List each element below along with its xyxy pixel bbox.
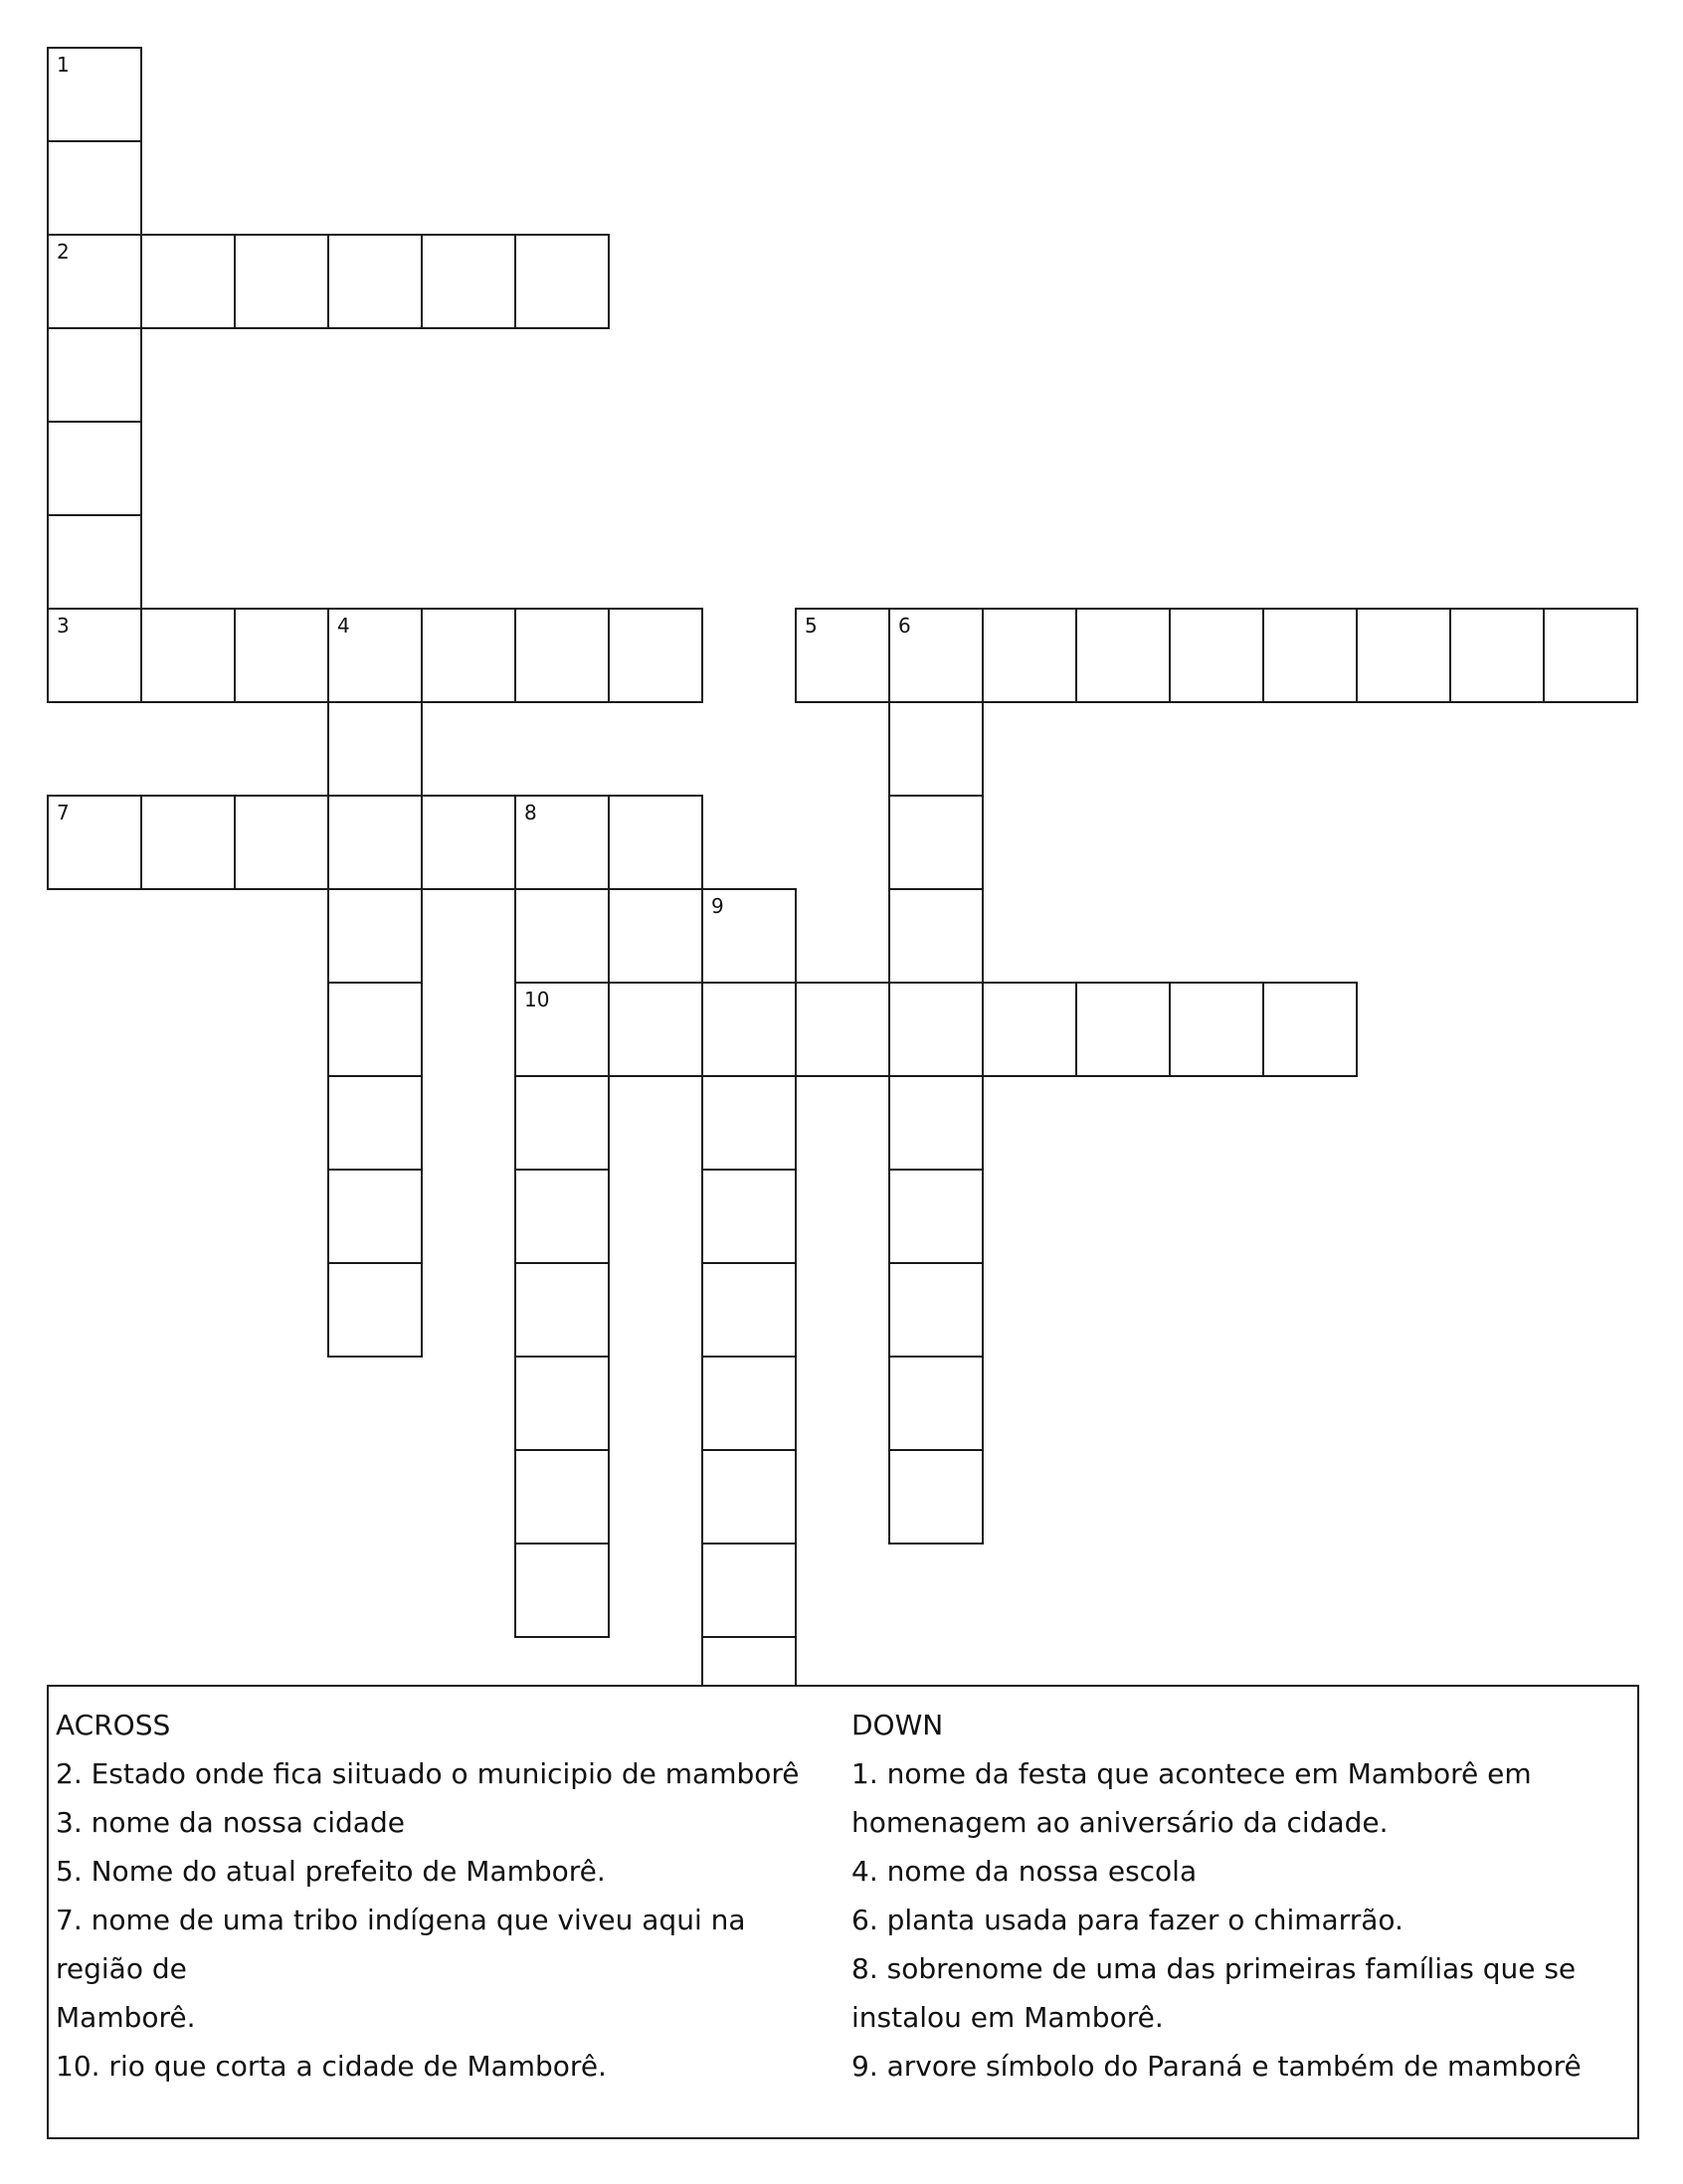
clue-number: 2: [57, 240, 70, 264]
down-clue-line: 6. planta usada para fazer o chimarrão.: [851, 1904, 1403, 1936]
crossword-cell[interactable]: [795, 982, 890, 1077]
crossword-cell[interactable]: [47, 234, 142, 329]
crossword-cell[interactable]: [888, 795, 984, 890]
across-clue-line: 3. nome da nossa cidade: [56, 1806, 405, 1839]
across-clue-line: 7. nome de uma tribo indígena que viveu aqui na região de: [56, 1904, 746, 1985]
crossword-cell[interactable]: [514, 608, 610, 703]
clue-number: 8: [524, 801, 537, 824]
down-clue-line: homenagem ao aniversário da cidade.: [851, 1806, 1389, 1839]
crossword-cell[interactable]: [795, 608, 890, 703]
crossword-cell[interactable]: [1356, 608, 1451, 703]
down-clues: [851, 1701, 1627, 2091]
crossword-cell[interactable]: [1075, 982, 1171, 1077]
across-clue-line: Mamborê.: [56, 2001, 196, 2034]
crossword-cell[interactable]: [514, 1543, 610, 1638]
crossword-cell[interactable]: [701, 1449, 797, 1545]
crossword-cell[interactable]: [47, 47, 142, 142]
across-clue-line: 10. rio que corta a cidade de Mamborê.: [56, 2050, 607, 2083]
crossword-cell[interactable]: [514, 1075, 610, 1171]
crossword-cell[interactable]: [514, 795, 610, 890]
clue-number: 4: [337, 614, 350, 637]
crossword-cell[interactable]: [327, 234, 423, 329]
crossword-cell[interactable]: [514, 982, 610, 1077]
crossword-cell[interactable]: [327, 1075, 423, 1171]
crossword-cell[interactable]: [888, 1169, 984, 1264]
crossword-cell[interactable]: [140, 608, 236, 703]
crossword-cell[interactable]: [1543, 608, 1638, 703]
crossword-cell[interactable]: [234, 234, 329, 329]
crossword-cell[interactable]: [888, 888, 984, 984]
down-clue-line: 9. arvore símbolo do Paraná e também de mamborê: [851, 2050, 1582, 2083]
crossword-cell[interactable]: [47, 608, 142, 703]
down-clue-line: 8. sobrenome de uma das primeiras famílias que se: [851, 1952, 1577, 1985]
crossword-cell[interactable]: [701, 1543, 797, 1638]
crossword-cell[interactable]: [1169, 608, 1264, 703]
crossword-cell[interactable]: [234, 608, 329, 703]
crossword-cell[interactable]: [1169, 982, 1264, 1077]
clues-panel: [47, 1685, 1639, 2139]
across-heading: ACROSS: [56, 1709, 171, 1741]
crossword-cell[interactable]: [1449, 608, 1545, 703]
crossword-cell[interactable]: [1262, 982, 1358, 1077]
crossword-cell[interactable]: [608, 795, 703, 890]
crossword-cell[interactable]: [701, 888, 797, 984]
down-clue-line: 4. nome da nossa escola: [851, 1855, 1198, 1888]
crossword-cell[interactable]: [514, 888, 610, 984]
crossword-cell[interactable]: [888, 982, 984, 1077]
crossword-cell[interactable]: [888, 608, 984, 703]
crossword-cell[interactable]: [47, 795, 142, 890]
crossword-cell[interactable]: [140, 234, 236, 329]
crossword-cell[interactable]: [327, 795, 423, 890]
clue-number: 5: [805, 614, 818, 637]
crossword-cell[interactable]: [888, 1262, 984, 1358]
crossword-cell[interactable]: [701, 1075, 797, 1171]
crossword-cell[interactable]: [47, 514, 142, 610]
clue-number: 10: [524, 988, 550, 1011]
crossword-cell[interactable]: [327, 1169, 423, 1264]
crossword-cell[interactable]: [327, 608, 423, 703]
clue-number: 9: [711, 894, 724, 918]
crossword-cell[interactable]: [327, 982, 423, 1077]
crossword-cell[interactable]: [47, 421, 142, 516]
crossword-cell[interactable]: [608, 888, 703, 984]
crossword-cell[interactable]: [1075, 608, 1171, 703]
clue-number: 1: [57, 53, 70, 77]
crossword-cell[interactable]: [1262, 608, 1358, 703]
crossword-cell[interactable]: [982, 608, 1077, 703]
down-clue-line: 1. nome da festa que acontece em Mamborê em: [851, 1757, 1532, 1790]
crossword-cell[interactable]: [701, 1169, 797, 1264]
crossword-cell[interactable]: [421, 795, 516, 890]
crossword-cell[interactable]: [327, 1262, 423, 1358]
crossword-cell[interactable]: [701, 982, 797, 1077]
crossword-cell[interactable]: [888, 1075, 984, 1171]
across-clue-line: 5. Nome do atual prefeito de Mamborê.: [56, 1855, 606, 1888]
crossword-cell[interactable]: [234, 795, 329, 890]
crossword-cell[interactable]: [421, 234, 516, 329]
crossword-cell[interactable]: [514, 1169, 610, 1264]
clue-number: 3: [57, 614, 70, 637]
down-heading: DOWN: [851, 1709, 944, 1741]
crossword-cell[interactable]: [608, 608, 703, 703]
crossword-cell[interactable]: [327, 888, 423, 984]
across-clues: [56, 1701, 842, 2091]
clue-number: 6: [898, 614, 911, 637]
crossword-cell[interactable]: [982, 982, 1077, 1077]
crossword-cell[interactable]: [327, 701, 423, 797]
crossword-cell[interactable]: [608, 982, 703, 1077]
crossword-cell[interactable]: [514, 234, 610, 329]
crossword-cell[interactable]: [514, 1449, 610, 1545]
down-clue-line: instalou em Mamborê.: [851, 2001, 1164, 2034]
clue-number: 7: [57, 801, 70, 824]
crossword-cell[interactable]: [514, 1262, 610, 1358]
crossword-cell[interactable]: [888, 1356, 984, 1451]
crossword-cell[interactable]: [701, 1356, 797, 1451]
crossword-cell[interactable]: [888, 1449, 984, 1545]
crossword-cell[interactable]: [701, 1262, 797, 1358]
crossword-cell[interactable]: [421, 608, 516, 703]
crossword-cell[interactable]: [888, 701, 984, 797]
crossword-cell[interactable]: [514, 1356, 610, 1451]
crossword-cell[interactable]: [47, 327, 142, 423]
crossword-cell[interactable]: [47, 140, 142, 236]
crossword-cell[interactable]: [140, 795, 236, 890]
across-clue-line: 2. Estado onde fica siituado o municipio de mamborê: [56, 1757, 800, 1790]
